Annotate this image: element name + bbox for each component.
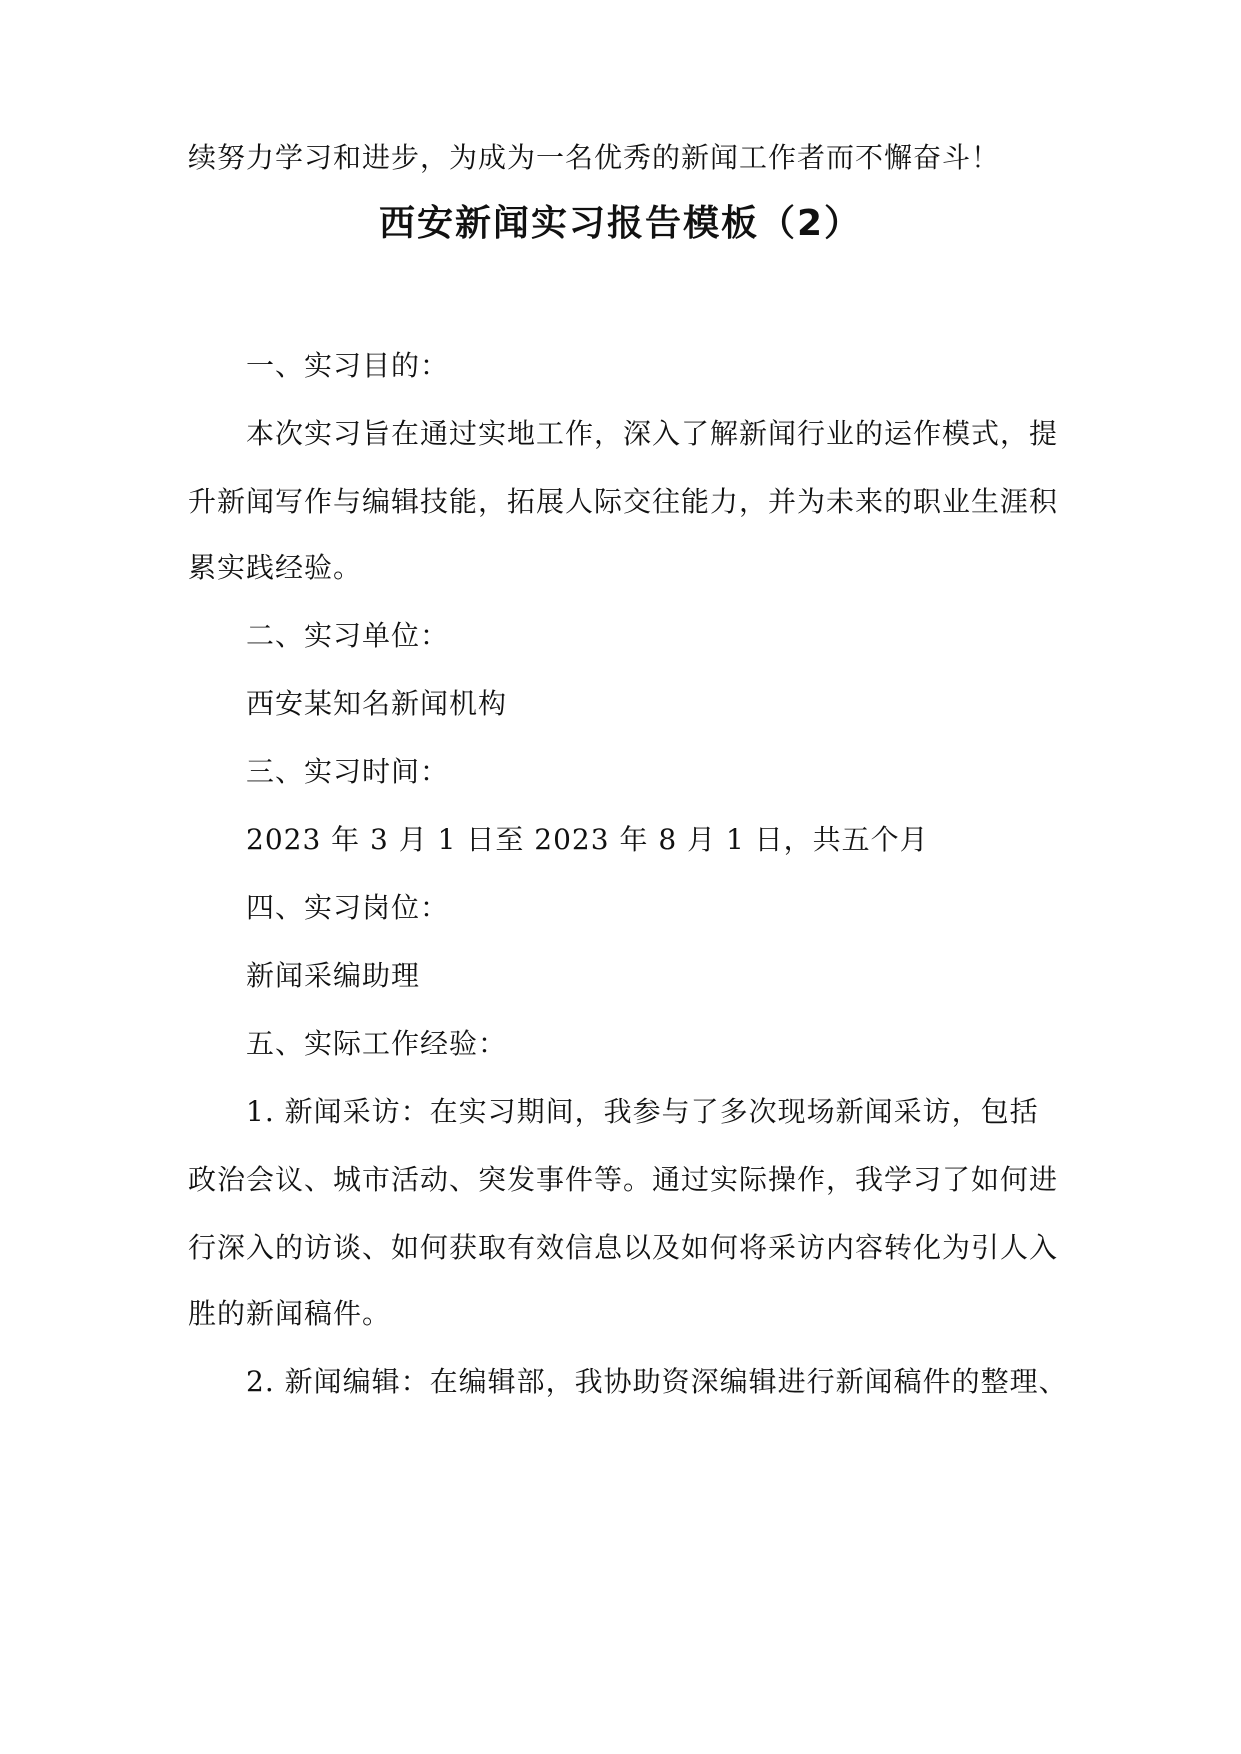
- list-item: 1. 新闻采访：在实习期间，我参与了多次现场新闻采访，包括: [246, 1095, 1039, 1128]
- section-heading-purpose: 一、实习目的：: [246, 349, 450, 382]
- section-heading-time: 三、实习时间：: [246, 755, 450, 788]
- paragraph-line: 累实践经验。: [188, 551, 363, 584]
- list-item: 2. 新闻编辑：在编辑部，我协助资深编辑进行新闻稿件的整理、: [246, 1365, 1068, 1398]
- section-heading-position: 四、实习岗位：: [246, 891, 450, 924]
- paragraph-line: 西安某知名新闻机构: [246, 687, 508, 720]
- section-heading-unit: 二、实习单位：: [246, 619, 450, 652]
- paragraph-line: 胜的新闻稿件。: [188, 1297, 392, 1330]
- paragraph-line: 本次实习旨在通过实地工作，深入了解新闻行业的运作模式，提: [246, 417, 1059, 450]
- continuation-line: 续努力学习和进步，为成为一名优秀的新闻工作者而不懈奋斗！: [188, 141, 1001, 174]
- paragraph-line: 升新闻写作与编辑技能，拓展人际交往能力，并为未来的职业生涯积: [188, 485, 1059, 518]
- paragraph-line: 新闻采编助理: [246, 959, 421, 992]
- paragraph-line: 政治会议、城市活动、突发事件等。通过实际操作，我学习了如何进: [188, 1163, 1059, 1196]
- paragraph-line: 2023 年 3 月 1 日至 2023 年 8 月 1 日，共五个月: [246, 823, 929, 856]
- page-title: 西安新闻实习报告模板（2）: [378, 203, 863, 244]
- section-heading-experience: 五、实际工作经验：: [246, 1027, 508, 1060]
- paragraph-line: 行深入的访谈、如何获取有效信息以及如何将采访内容转化为引人入: [188, 1231, 1059, 1264]
